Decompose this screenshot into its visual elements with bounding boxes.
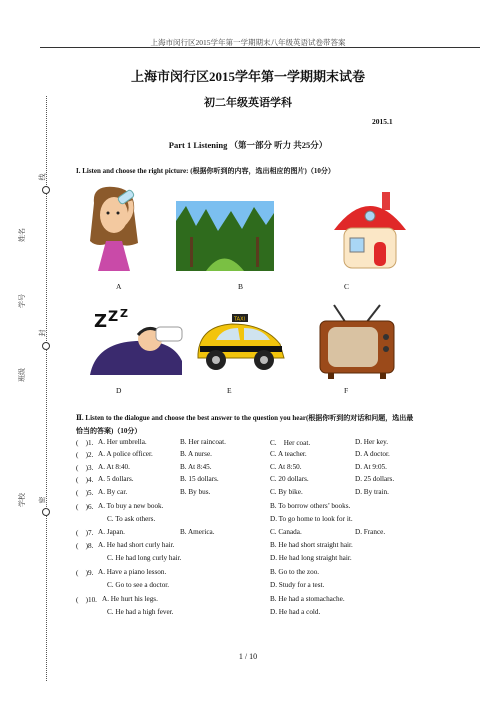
exam-subtitle: 初二年级英语学科 xyxy=(204,97,292,109)
option-b: B. By bus. xyxy=(180,488,211,496)
option-a: A. At 8:40. xyxy=(98,463,130,471)
question-number: ( )8. xyxy=(76,542,94,550)
option-a: A. Her umbrella. xyxy=(98,438,147,446)
binding-line xyxy=(46,96,47,681)
option-c: C. Go to see a doctor. xyxy=(107,581,170,589)
option-c: C. A teacher. xyxy=(270,450,307,458)
picture-label-f: F xyxy=(344,386,349,395)
option-a: A. 5 dollars. xyxy=(98,475,134,483)
exam-date: 2015.1 xyxy=(372,117,393,126)
option-b: B. Her raincoat. xyxy=(180,438,226,446)
option-c: C. 20 dollars. xyxy=(270,475,309,483)
option-a: A. A police officer. xyxy=(98,450,153,458)
option-b: B. America. xyxy=(180,528,215,536)
option-c: C. Canada. xyxy=(270,528,302,536)
option-b: B. At 8:45. xyxy=(180,463,212,471)
option-a: A. Have a piano lesson. xyxy=(98,568,167,576)
option-b: B. A nurse. xyxy=(180,450,212,458)
option-d: D. A doctor. xyxy=(355,450,390,458)
page-header: 上海市闵行区2015学年第一学期期末八年级英语试卷带答案 xyxy=(150,38,346,47)
svg-text:Z: Z xyxy=(94,311,108,332)
margin-school-label: 学校 xyxy=(18,493,26,507)
question-number: ( )5. xyxy=(76,489,94,497)
question-number: ( )3. xyxy=(76,464,94,472)
option-a: A. Japan. xyxy=(98,528,125,536)
option-d: D. By train. xyxy=(355,488,389,496)
question-number: ( )4. xyxy=(76,476,94,484)
binding-hole xyxy=(42,342,50,350)
option-a: A. To buy a new book. xyxy=(98,502,164,510)
binding-hole xyxy=(42,186,50,194)
binding-hole xyxy=(42,508,50,516)
section2-heading: Ⅱ. Listen to the dialogue and choose the best answer to the question you hear(根据你听到的对话和问题，选出最恰当的答案)（10分） xyxy=(76,414,414,435)
forest-image xyxy=(176,201,274,271)
option-b: B. He had a stomachache. xyxy=(270,595,345,603)
television-image xyxy=(316,303,398,381)
option-a: A. He hurt his legs. xyxy=(102,595,158,603)
option-d: D. Her key. xyxy=(355,438,389,446)
margin-seal-char: 封 xyxy=(38,329,47,337)
option-a: A. By car. xyxy=(98,488,128,496)
picture-label-b: B xyxy=(238,282,244,291)
question-number: ( )7. xyxy=(76,529,94,537)
section1-heading: I. Listen and choose the right picture: (根据你听到的内容，选出相应的图片)（10分） xyxy=(76,167,335,175)
svg-text:TAXI: TAXI xyxy=(234,316,245,323)
picture-label-a: A xyxy=(116,282,122,291)
option-d: D. 25 dollars. xyxy=(355,475,395,483)
margin-seal2-char: 密 xyxy=(38,496,47,504)
option-c: C. At 8:50. xyxy=(270,463,302,471)
question-number: ( )9. xyxy=(76,569,94,577)
sleeping-boy-image xyxy=(86,305,186,379)
option-a: A. He had short curly hair. xyxy=(98,541,175,549)
margin-line-char: 线 xyxy=(38,173,47,181)
margin-class-label: 班级 xyxy=(18,368,26,382)
option-b: B. Go to the zoo. xyxy=(270,568,320,576)
question-number: ( )2. xyxy=(76,451,94,459)
option-b: B. 15 dollars. xyxy=(180,475,219,483)
picture-label-c: C xyxy=(344,282,350,291)
option-c: C. By bike. xyxy=(270,488,303,496)
picture-label-e: E xyxy=(227,386,232,395)
question-number: ( )1. xyxy=(76,439,94,447)
svg-text:Z: Z xyxy=(120,307,128,320)
option-c: C. He had long curly hair. xyxy=(107,554,182,562)
question-number: ( )6. xyxy=(76,503,94,511)
option-d: D. To go home to look for it. xyxy=(270,515,353,523)
option-d: D. At 9:05. xyxy=(355,463,387,471)
option-c: C. He had a high fever. xyxy=(107,608,174,616)
svg-text:Z: Z xyxy=(108,309,119,325)
option-d: D. France. xyxy=(355,528,386,536)
picture-label-d: D xyxy=(116,386,122,395)
exam-title: 上海市闵行区2015学年第一学期期末试卷 xyxy=(130,69,365,84)
option-c: C. Her coat. xyxy=(270,439,311,447)
question-number: ( )10. xyxy=(76,596,97,604)
taxi-image xyxy=(192,312,288,374)
option-b: B. He had short straight hair. xyxy=(270,541,353,549)
house-image xyxy=(330,186,410,272)
option-c: C. To ask others. xyxy=(107,515,156,523)
option-b: B. To borrow others’ books. xyxy=(270,502,351,510)
header-rule xyxy=(40,47,480,48)
margin-name-label: 姓名 xyxy=(18,228,26,242)
part-heading: Part 1 Listening （第一部分 听力 共25分） xyxy=(168,140,328,150)
page-number: 1 / 10 xyxy=(238,652,258,661)
margin-number-label: 学号 xyxy=(18,294,26,308)
option-d: D. Study for a test. xyxy=(270,581,325,589)
option-d: D. He had long straight hair. xyxy=(270,554,352,562)
option-d: D. He had a cold. xyxy=(270,608,321,616)
girl-drinking-image xyxy=(84,183,146,271)
